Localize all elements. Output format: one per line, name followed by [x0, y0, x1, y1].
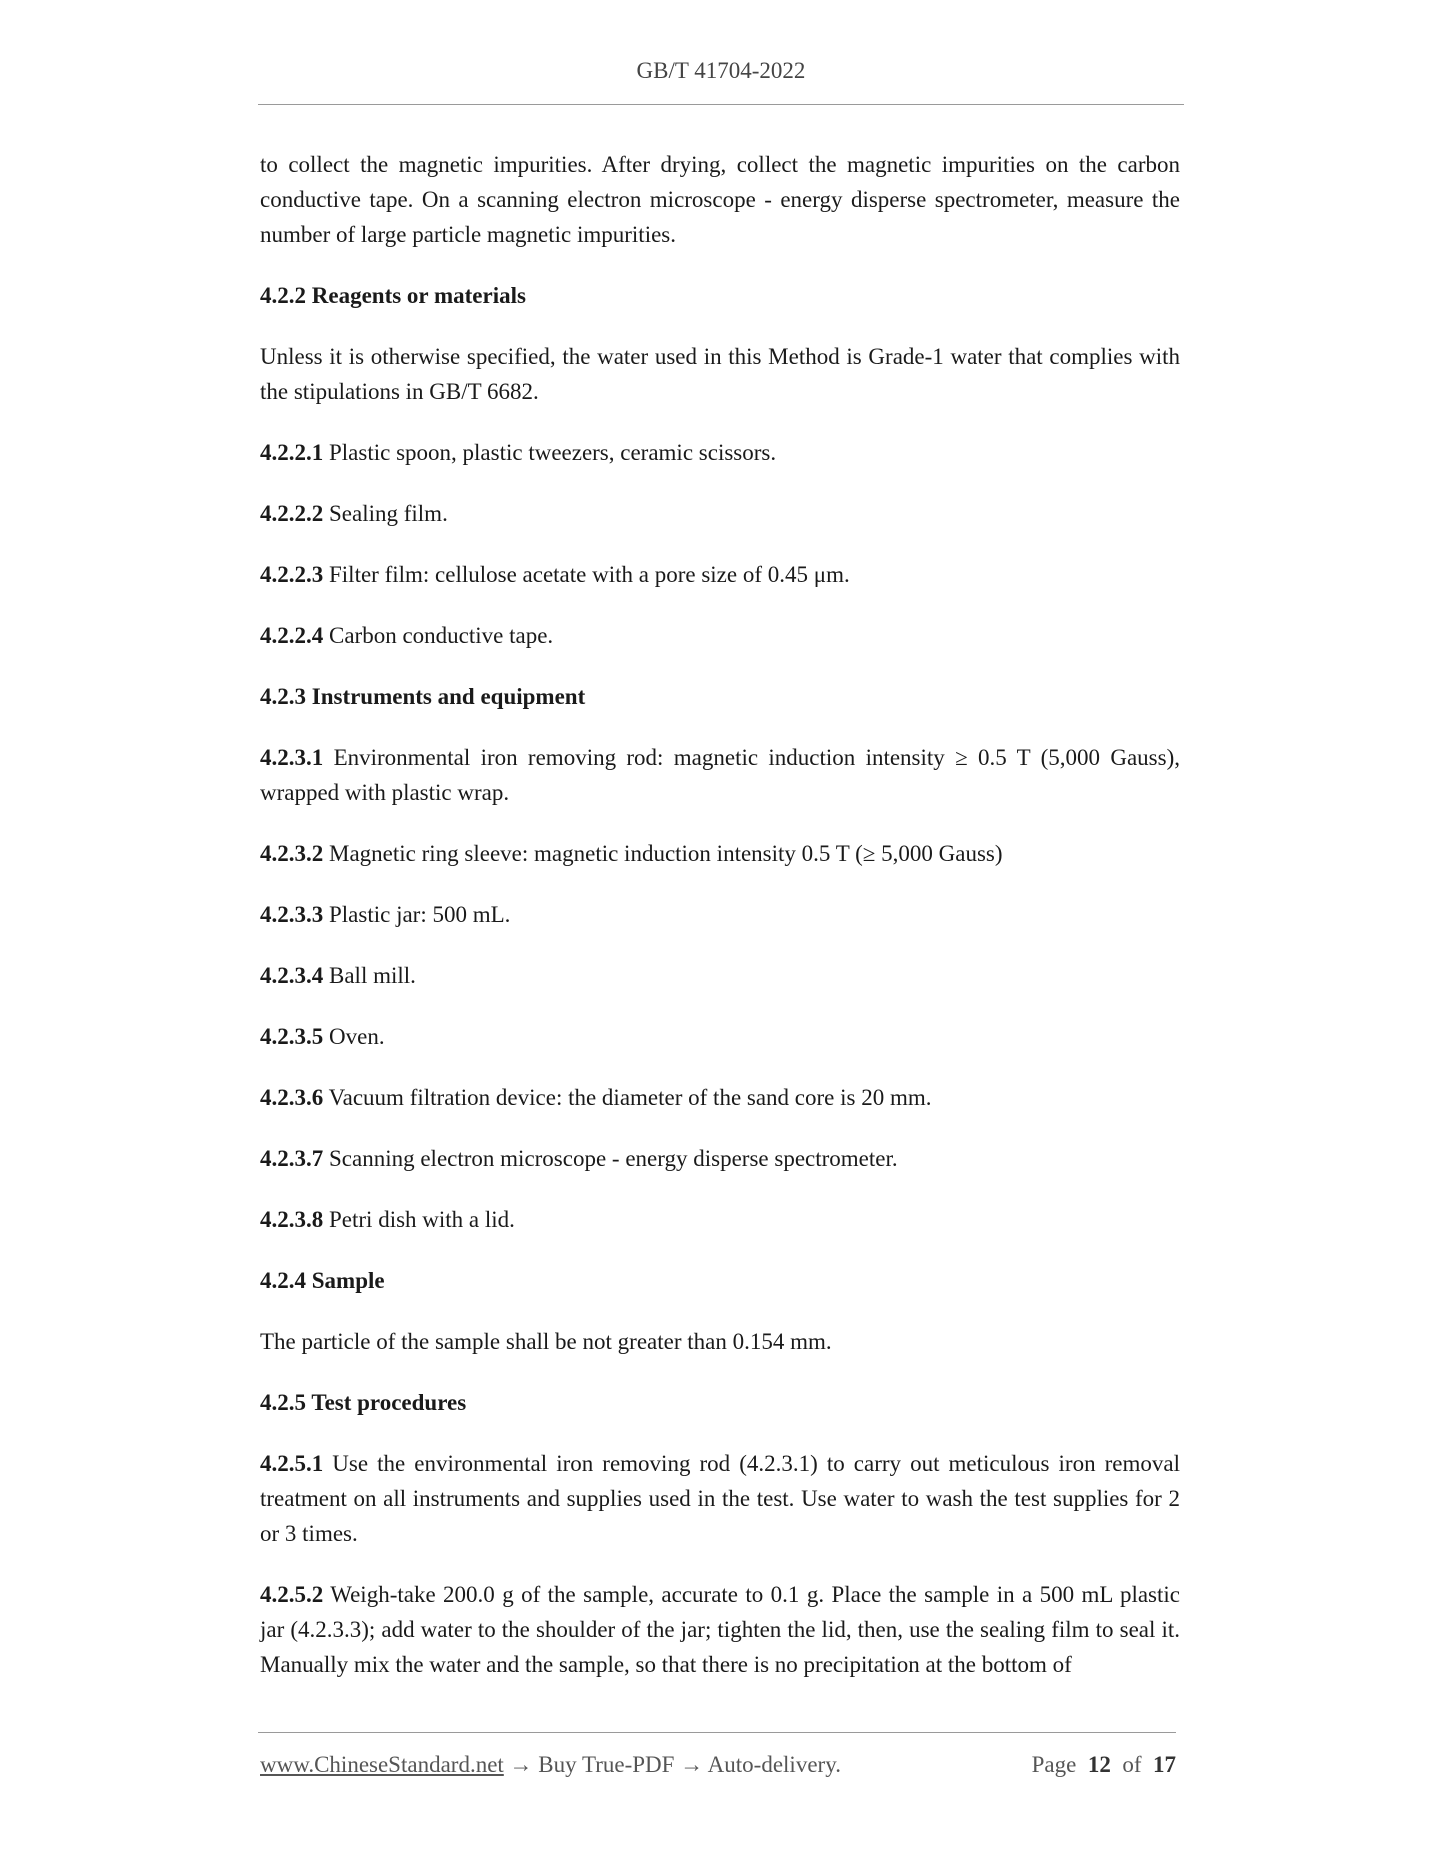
clause-4-2-3-2 [260, 836, 1180, 871]
clause-number: 4.2.3.6 [260, 1085, 324, 1110]
clause-4-2-3-8 [260, 1202, 1180, 1237]
clause-number: 4.2.2.4 [260, 623, 324, 648]
clause-4-2-5-2 [260, 1577, 1180, 1682]
clause-number: 4.2.5.2 [260, 1582, 324, 1607]
clause-number: 4.2.2.3 [260, 562, 324, 587]
clause-4-2-2-4 [260, 618, 1180, 653]
clause-text: Use the environmental iron removing rod (4.2.3.1) to carry out meticulous iron removal treatment on all instruments and supplies used in the test. Use water to wash the test supplies for 2 or 3 times. [260, 1451, 1180, 1546]
clause-4-2-3-6 [260, 1080, 1180, 1115]
clause-4-2-2-1 [260, 435, 1180, 470]
header-divider [258, 104, 1184, 105]
clause-text: Plastic jar: 500 mL. [323, 902, 511, 927]
footer-links [260, 1752, 841, 1778]
clause-number: 4.2.5.1 [260, 1451, 324, 1476]
clause-number: 4.2.2.2 [260, 501, 324, 526]
clause-text: Petri dish with a lid. [323, 1207, 515, 1232]
page-number [1032, 1752, 1176, 1778]
section-heading-4-2-5: 4.2.5 Test procedures [260, 1390, 467, 1415]
clause-4-2-2-3 [260, 557, 1180, 592]
clause-text: Scanning electron microscope - energy disperse spectrometer. [323, 1146, 898, 1171]
current-page: 12 [1087, 1752, 1111, 1777]
clause-text: Sealing film. [323, 501, 448, 526]
clause-4-2-2-2 [260, 496, 1180, 531]
clause-text: Oven. [323, 1024, 385, 1049]
clause-4-2-3-5 [260, 1019, 1180, 1054]
clause-text: Carbon conductive tape. [323, 623, 554, 648]
intro-paragraph: to collect the magnetic impurities. After drying, collect the magnetic impurities on the carbon conductive tape. On a scanning electron microscope - energy disperse spectrometer, measure the number of large particle magnetic impurities. [260, 152, 1180, 247]
paragraph-4-2-2: Unless it is otherwise specified, the water used in this Method is Grade-1 water that complies with the stipulations in GB/T 6682. [260, 344, 1180, 404]
arrow-right-icon: → [503, 1752, 539, 1777]
clause-text: Weigh-take 200.0 g of the sample, accurate to 0.1 g. Place the sample in a 500 mL plastic jar (4.2.3.3); add water to the shoulder of the jar; tighten the lid, then, use the sealing film to seal it. Manually mix the water and the sample, so that there is no precipitation at the bottom of [260, 1582, 1180, 1677]
arrow-right-icon: → [674, 1752, 708, 1777]
page-label: Page [1031, 1752, 1077, 1777]
document-body [260, 147, 1180, 1708]
clause-number: 4.2.3.7 [260, 1146, 324, 1171]
clause-text: Magnetic ring sleeve: magnetic induction intensity 0.5 T (≥ 5,000 Gauss) [323, 841, 1003, 866]
clause-text: Vacuum filtration device: the diameter of the sand core is 20 mm. [323, 1085, 932, 1110]
clause-text: Plastic spoon, plastic tweezers, ceramic scissors. [323, 440, 777, 465]
clause-text: Environmental iron removing rod: magnetic induction intensity ≥ 0.5 T (5,000 Gauss), wrapped with plastic wrap. [260, 745, 1180, 805]
section-heading-4-2-4: 4.2.4 Sample [260, 1268, 385, 1293]
site-link[interactable]: www.ChineseStandard.net [260, 1752, 504, 1777]
total-pages: 17 [1153, 1752, 1176, 1777]
paragraph-4-2-4: The particle of the sample shall be not greater than 0.154 mm. [260, 1329, 832, 1354]
clause-4-2-3-3 [260, 897, 1180, 932]
clause-number: 4.2.3.2 [260, 841, 324, 866]
clause-number: 4.2.3.5 [260, 1024, 324, 1049]
footer-divider [258, 1732, 1176, 1733]
auto-delivery-text: Auto-delivery. [707, 1752, 841, 1777]
clause-text: Ball mill. [323, 963, 416, 988]
section-heading-4-2-3: 4.2.3 Instruments and equipment [260, 684, 586, 709]
of-label: of [1122, 1752, 1142, 1777]
buy-pdf-text: Buy True-PDF [538, 1752, 675, 1777]
clause-number: 4.2.3.4 [260, 963, 324, 988]
clause-number: 4.2.3.3 [260, 902, 324, 927]
clause-number: 4.2.2.1 [260, 440, 324, 465]
page-footer [260, 1752, 1176, 1782]
clause-number: 4.2.3.1 [260, 745, 324, 770]
page-header: GB/T 41704-2022 [636, 58, 806, 83]
clause-4-2-3-7 [260, 1141, 1180, 1176]
clause-4-2-3-4 [260, 958, 1180, 993]
section-heading-4-2-2: 4.2.2 Reagents or materials [260, 283, 526, 308]
clause-4-2-5-1 [260, 1446, 1180, 1551]
clause-number: 4.2.3.8 [260, 1207, 324, 1232]
clause-4-2-3-1 [260, 740, 1180, 810]
clause-text: Filter film: cellulose acetate with a pore size of 0.45 μm. [323, 562, 850, 587]
